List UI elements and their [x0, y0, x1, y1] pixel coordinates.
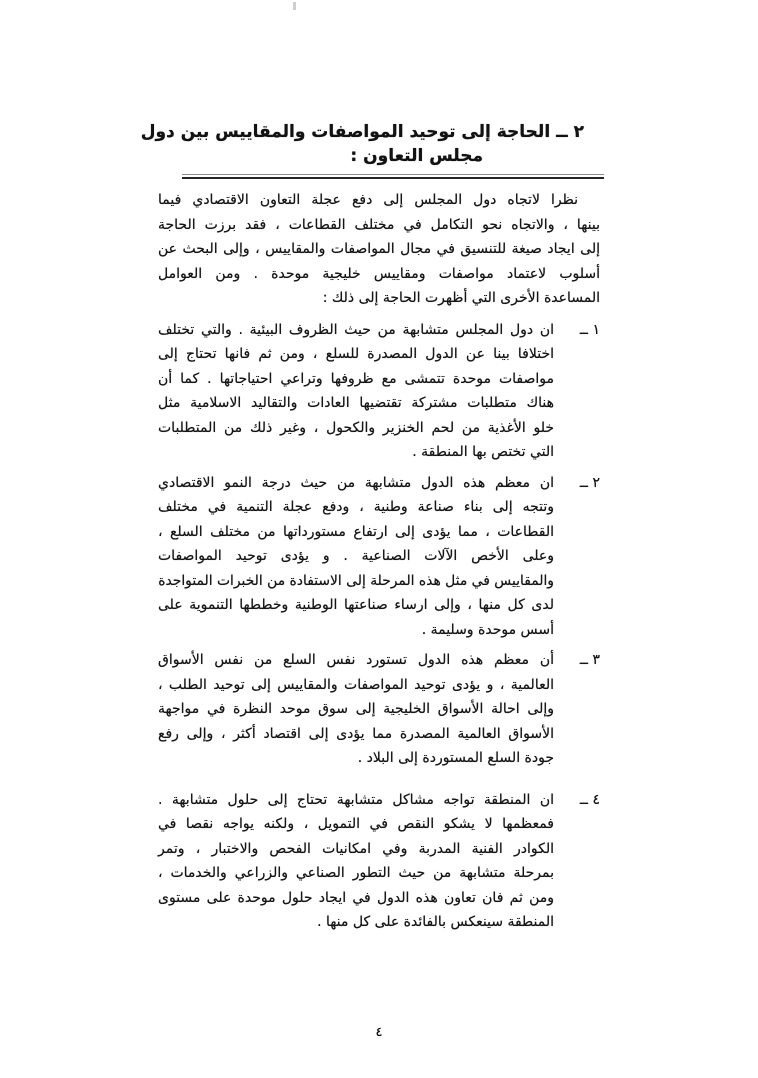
text-line: لدى كل منها ، وإلى ارساء صناعتها الوطنية وخططها التنموية على	[158, 597, 554, 613]
text-line: العالمية ، و يؤدى توحيد المواصفات والمقاييس إلى توحيد الطلب ،	[158, 676, 554, 693]
text-line: اختلافا بينا عن الدول المصدرة للسلع ، ومن ثم فانها تحتاج إلى	[158, 346, 554, 362]
numbered-item	[158, 788, 600, 935]
section-heading-line-2: مجلس التعاون :	[350, 146, 483, 166]
item-number-marker: ٢ ــ	[579, 474, 600, 491]
text-line: وتتجه إلى بناء صناعة وطنية ، ودفع عجلة التنمية في مختلف	[158, 499, 554, 515]
numbered-item	[158, 471, 600, 643]
numbered-list	[158, 318, 600, 935]
item-text	[158, 788, 554, 935]
text-line: بمرحلة متشابهة من حيث التطور الصناعي والزراعي والخدمات ،	[158, 865, 554, 881]
text-line: جودة السلع المستوردة إلى البلاد .	[357, 750, 554, 766]
text-line: أسلوب لاعتماد مواصفات ومقاييس خليجية موحدة . ومن العوامل	[158, 265, 600, 282]
page-number: ٤	[375, 1025, 383, 1040]
text-line: الكوادر الفنية المدربة وفي امكانيات الفحص والاختبار ، وتمر	[158, 840, 554, 857]
text-line: القطاعات ، مما يؤدى إلى ارتفاع مستورداتها من مختلف السلع ،	[158, 523, 554, 540]
text-line: ان معظم هذه الدول متشابهة من حيث درجة النمو الاقتصادي	[158, 474, 554, 491]
text-line: مواصفات موحدة تتمشى مع ظروفها وتراعي احتياجاتها . كما أن	[158, 370, 554, 387]
item-text	[158, 318, 554, 465]
intro-paragraph	[158, 188, 600, 311]
text-line: إلى ايجاد صيغة للتنسيق في مجال المواصفات والمقاييس ، وإلى البحث عن	[158, 241, 600, 257]
text-line: المنطقة سينعكس بالفائدة على كل منها .	[317, 914, 554, 930]
page-content	[140, 120, 600, 935]
section-heading-line-1: ٢ ــ الحاجة إلى توحيد المواصفات والمقاييس بين دول	[140, 122, 584, 142]
text-line: فمعظمها لا يشكو النقص في التمويل ، ولكنه يواجه نقصا في	[158, 816, 554, 832]
text-line: وإلى احالة الأسواق الخليجية إلى سوق موحد النظرة في مواجهة	[158, 701, 554, 717]
item-number-marker: ٤ ــ	[579, 791, 600, 808]
text-line: ان دول المجلس متشابهة من حيث الظروف البيئية . والتي تختلف	[158, 321, 554, 338]
heading-underline-rule	[182, 174, 604, 179]
text-line: المساعدة الأخرى التي أظهرت الحاجة إلى ذلك :	[322, 290, 600, 306]
section-heading	[140, 120, 600, 168]
text-line: التي تختص بها المنطقة .	[412, 444, 554, 460]
text-line: بينها ، والاتجاه نحو التكامل في مختلف القطاعات ، فقد برزت الحاجة	[158, 216, 600, 233]
item-text	[158, 648, 554, 771]
text-line: والمقاييس في مثل هذه المرحلة إلى الاستفادة من الخبرات المتواجدة	[158, 572, 554, 589]
item-text	[158, 471, 554, 643]
text-line: ومن ثم فان تعاون هذه الدول في ايجاد حلول موحدة على مستوى	[158, 889, 554, 906]
text-line: نظرا لاتجاه دول المجلس إلى دفع عجلة التعاون الاقتصادي فيما	[158, 192, 578, 208]
text-line: أن معظم هذه الدول تستورد نفس السلع من نفس الأسواق	[158, 652, 554, 668]
numbered-item	[158, 318, 600, 465]
text-line: الأسواق العالمية المصدرة مما يؤدى إلى اقتصاد أكثر ، وإلى رفع	[158, 725, 554, 742]
text-line: خلو الأغذية من لحم الخنزير والكحول ، وغير ذلك من المتطلبات	[158, 419, 554, 436]
text-line: وعلى الأخص الآلات الصناعية . و يؤدى توحيد المواصفات	[158, 548, 554, 564]
scan-artifact	[293, 2, 296, 10]
text-line: ان المنطقة تواجه مشاكل متشابهة تحتاج إلى حلول متشابهة .	[158, 791, 554, 808]
text-line: أسس موحدة وسليمة .	[421, 621, 554, 638]
text-line: هناك متطلبات مشتركة تقتضيها العادات والتقاليد الاسلامية مثل	[158, 395, 554, 411]
numbered-item	[158, 648, 600, 771]
item-number-marker: ٣ ــ	[579, 652, 600, 668]
item-number-marker: ١ ــ	[579, 321, 600, 338]
